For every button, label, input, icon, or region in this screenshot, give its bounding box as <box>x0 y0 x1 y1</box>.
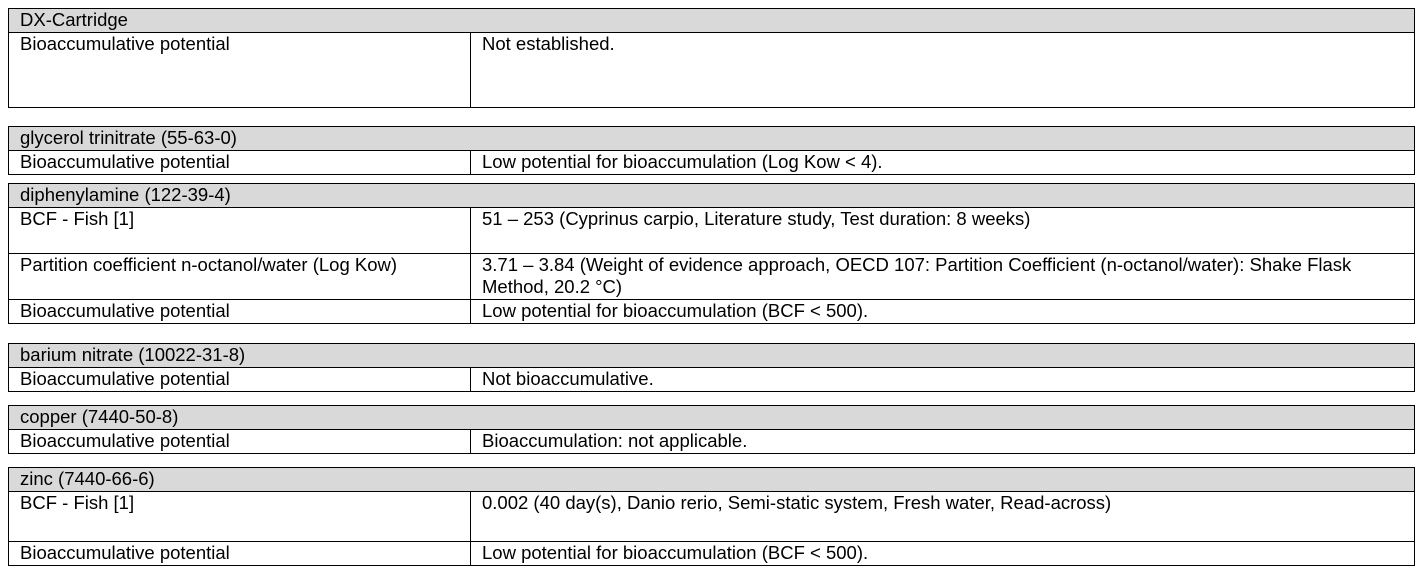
section-copper <box>8 405 1415 454</box>
row-value: 51 – 253 (Cyprinus carpio, Literature study, Test duration: 8 weeks) <box>471 208 1415 254</box>
row-label: Partition coefficient n-octanol/water (Log Kow) <box>9 254 471 300</box>
row-value: Bioaccumulation: not applicable. <box>471 430 1415 454</box>
row-value: Not bioaccumulative. <box>471 368 1415 392</box>
row-label: Bioaccumulative potential <box>9 430 471 454</box>
section-heading: copper (7440-50-8) <box>9 406 1415 430</box>
section-heading: diphenylamine (122-39-4) <box>9 184 1415 208</box>
section-barium-nitrate <box>8 343 1415 392</box>
row-value: Not established. <box>471 33 1415 108</box>
section-dx-cartridge <box>8 8 1415 108</box>
section-zinc <box>8 467 1415 566</box>
row-label: BCF - Fish [1] <box>9 492 471 542</box>
row-label: Bioaccumulative potential <box>9 542 471 566</box>
section-heading: DX-Cartridge <box>9 9 1415 33</box>
row-value: Low potential for bioaccumulation (BCF < 500). <box>471 542 1415 566</box>
row-label: Bioaccumulative potential <box>9 368 471 392</box>
section-heading: zinc (7440-66-6) <box>9 468 1415 492</box>
row-value: Low potential for bioaccumulation (Log Kow < 4). <box>471 151 1415 175</box>
row-label: Bioaccumulative potential <box>9 300 471 324</box>
row-value: Low potential for bioaccumulation (BCF < 500). <box>471 300 1415 324</box>
row-label: Bioaccumulative potential <box>9 33 471 108</box>
section-diphenylamine <box>8 183 1415 324</box>
section-glycerol-trinitrate <box>8 126 1415 175</box>
row-value: 0.002 (40 day(s), Danio rerio, Semi-static system, Fresh water, Read-across) <box>471 492 1415 542</box>
section-heading: glycerol trinitrate (55-63-0) <box>9 127 1415 151</box>
row-value: 3.71 – 3.84 (Weight of evidence approach, OECD 107: Partition Coefficient (n-octanol/water): Shake Flask Method, 20.2 °C) <box>471 254 1415 300</box>
row-label: Bioaccumulative potential <box>9 151 471 175</box>
section-heading: barium nitrate (10022-31-8) <box>9 344 1415 368</box>
row-label: BCF - Fish [1] <box>9 208 471 254</box>
